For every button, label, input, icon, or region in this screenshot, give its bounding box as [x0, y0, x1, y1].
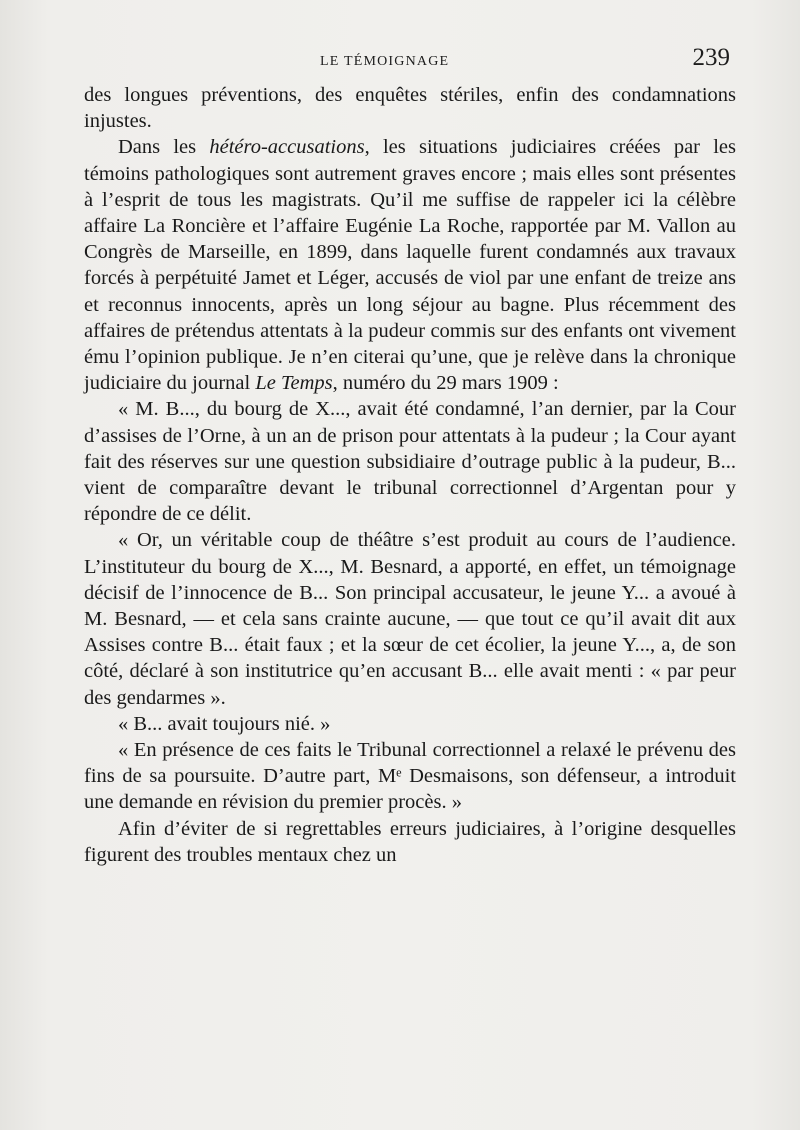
text-run: , numéro du 29 mars 1909 : [332, 372, 559, 395]
page-number: 239 [692, 44, 730, 71]
paragraph [84, 737, 736, 816]
italic-text: Le Temps [255, 372, 333, 395]
paragraph [84, 816, 736, 868]
paragraph [84, 527, 736, 710]
page-header [80, 46, 730, 82]
text-run: « En présence de ces faits le Tribunal correctionnel a relaxé le prévenu des fins de sa poursuite. D’autre part, Mᵉ Desmaisons, son défenseur, a introduit une demande en révision du premier procès. » [84, 739, 736, 814]
paragraph [84, 711, 736, 737]
text-run: « Or, un véritable coup de théâtre s’est produit au cours de l’audience. L’instituteur du bourg de X..., M. Besnard, a apporté, en effet, un témoignage décisif de l’innocence de B... Son principal accusateur, le jeune Y... a avoué à M. Besnard, — et cela sans crainte aucune, — que tout ce qu’il avait dit aux Assises contre B... était faux ; et la sœur de cet écolier, la jeune Y..., a, de son côté, déclaré à son institutrice qu’en accusant B... elle avait menti : « par peur des gendarmes ». [84, 529, 736, 709]
italic-text: hétéro-accusations [209, 136, 365, 159]
paragraph [84, 134, 736, 396]
text-run: Afin d’éviter de si regrettables erreurs judiciaires, à l’origine desquelles figurent des troubles mentaux chez un [84, 817, 736, 866]
body-text [84, 82, 736, 868]
paragraph [84, 82, 736, 134]
text-run: « B... avait toujours nié. » [118, 712, 331, 735]
text-run: « M. B..., du bourg de X..., avait été condamné, l’an dernier, par la Cour d’assises de l’Orne, à un an de prison pour attentats à la pudeur ; la Cour ayant fait des réserves sur une question subsidiaire d’outrage public à la pudeur, B... vient de comparaître devant le tribunal correctionnel d’Argentan pour y répondre de ce délit. [84, 398, 736, 526]
text-run: Dans les [118, 136, 210, 159]
text-run: , les situations judiciaires créées par les témoins pathologiques sont autrement graves encore ; mais elles sont présentes à l’esprit de tous les magistrats. Qu’il me suffise de rappeler ici la célèbre affaire La Roncière et l’affaire Eugénie La Roche, rapportée par M. Vallon au Congrès de Marseille, en 1899, dans laquelle furent condamnés aux travaux forcés à perpétuité Jamet et Léger, accusés de viol par une enfant de treize ans et reconnus innocents, après un long séjour au bagne. Plus récemment des affaires de prétendus attentats à la pudeur commis sur des enfants ont vivement ému l’opinion publique. Je n’en citerai qu’une, que je relève dans la chronique judiciaire du journal [84, 136, 737, 395]
running-head: LE TÉMOIGNAGE [320, 54, 450, 69]
text-run: des longues préventions, des enquêtes stériles, enfin des condamnations injustes. [84, 84, 736, 133]
paragraph [84, 396, 736, 527]
